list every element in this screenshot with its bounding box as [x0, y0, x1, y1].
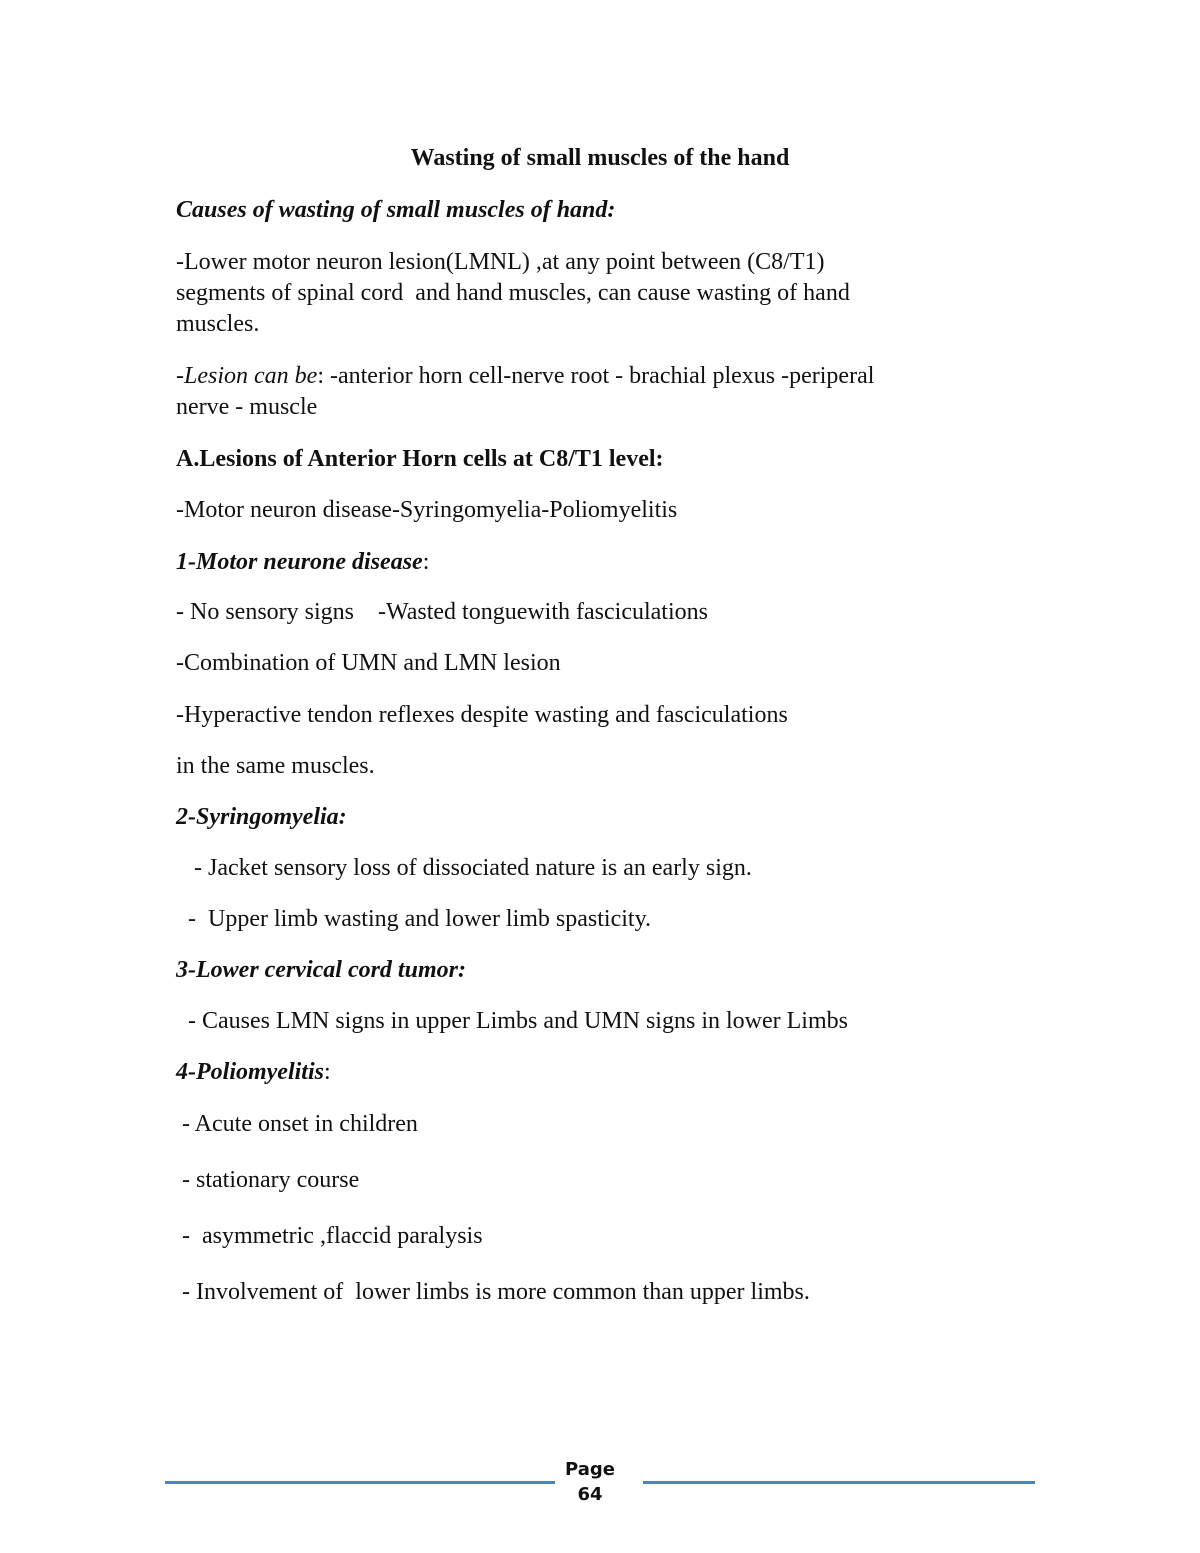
lesion-rest: : -anterior horn cell-nerve root - brachial plexus -periperal: [317, 363, 875, 389]
section-a-heading: A.Lesions of Anterior Horn cells at C8/T1 level:: [176, 446, 664, 472]
mnd-line-3: -Hyperactive tendon reflexes despite wasting and fasciculations: [176, 702, 788, 728]
mnd-heading: 1-Motor neurone disease: [176, 549, 423, 575]
mnd-line-2: -Combination of UMN and LMN lesion: [176, 650, 561, 676]
footer-rule-right: [643, 1481, 1035, 1484]
footer-page-label: Page: [565, 1459, 615, 1480]
polio-line-1: - Acute onset in children: [176, 1111, 418, 1137]
footer-page-number: 64: [577, 1484, 603, 1505]
lesion-line-2: nerve - muscle: [176, 394, 318, 420]
mnd-heading-suffix: :: [422, 549, 430, 575]
polio-heading-suffix: :: [323, 1059, 331, 1085]
intro-line-3: muscles.: [176, 311, 260, 337]
syringo-heading: 2-Syringomyelia:: [176, 804, 347, 830]
mnd-line-1: - No sensory signs -Wasted tonguewith fasciculations: [176, 599, 708, 625]
intro-line-2: segments of spinal cord and hand muscles, can cause wasting of hand: [176, 280, 850, 306]
mnd-line-4: in the same muscles.: [176, 753, 375, 779]
tumor-heading: 3-Lower cervical cord tumor:: [176, 957, 466, 983]
intro-line-1: -Lower motor neuron lesion(LMNL) ,at any point between (C8/T1): [176, 249, 825, 275]
page-title: Wasting of small muscles of the hand: [410, 145, 790, 171]
polio-line-2: - stationary course: [176, 1167, 360, 1193]
lesion-line-1: [176, 361, 874, 391]
polio-heading: 4-Poliomyelitis: [176, 1059, 324, 1085]
section-a-list: -Motor neuron disease-Syringomyelia-Poliomyelitis: [176, 497, 678, 523]
polio-line-4: - Involvement of lower limbs is more common than upper limbs.: [176, 1279, 810, 1305]
footer-rule-left: [165, 1481, 555, 1484]
mnd-heading-line: [176, 547, 429, 577]
tumor-line-1: - Causes LMN signs in upper Limbs and UMN signs in lower Limbs: [176, 1008, 848, 1034]
polio-line-3: - asymmetric ,flaccid paralysis: [176, 1223, 483, 1249]
syringo-line-2: - Upper limb wasting and lower limb spasticity.: [176, 906, 652, 932]
causes-heading: Causes of wasting of small muscles of hand:: [176, 197, 616, 223]
lesion-prefix: -Lesion can be: [176, 363, 318, 389]
polio-heading-line: [176, 1057, 331, 1087]
syringo-line-1: - Jacket sensory loss of dissociated nature is an early sign.: [176, 855, 752, 881]
